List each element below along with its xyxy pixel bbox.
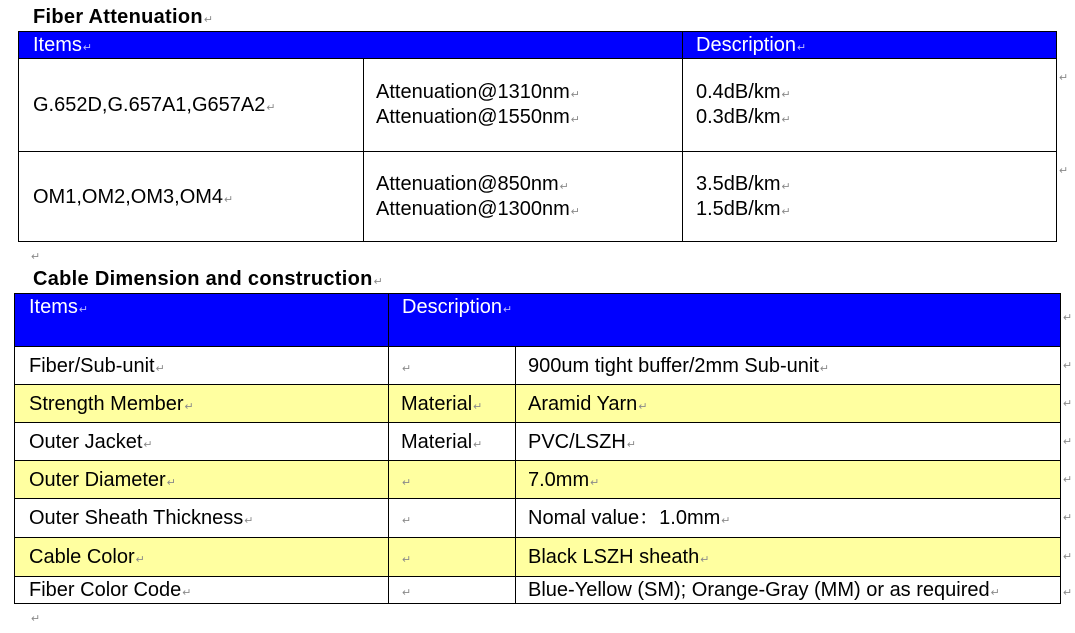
fa-row-2-params [363, 151, 683, 242]
cd-row-7-sub [388, 576, 516, 604]
cd-row-6-item [14, 537, 389, 577]
paragraph-mark-icon [266, 102, 275, 114]
cd-row-3-sub [388, 422, 516, 461]
paragraph-mark-icon [590, 477, 599, 489]
cd-row-2-item-text: Strength Member [29, 393, 184, 415]
paragraph-mark-icon [1059, 71, 1068, 84]
paragraph-mark-icon [1063, 311, 1072, 324]
cd-row-6-value [515, 537, 1061, 577]
cd-row-3-value-text: PVC/LSZH [528, 431, 626, 453]
fa-row-1-value-2: 0.3dB/km [696, 106, 781, 128]
paragraph-mark-icon [83, 42, 92, 54]
paragraph-mark-icon [1063, 435, 1072, 448]
paragraph-mark-icon [781, 89, 790, 101]
fiber-attenuation-title [33, 6, 213, 29]
cd-header-description [388, 293, 1061, 347]
cd-row-4-value-text: 7.0mm [528, 469, 590, 491]
fa-row-2-value-2: 1.5dB/km [696, 198, 781, 220]
fa-row-2-items [18, 151, 364, 242]
paragraph-mark-icon [700, 554, 709, 566]
cd-row-2-item [14, 384, 389, 423]
cd-row-2-sub-text: Material [401, 393, 473, 415]
cd-row-3-item [14, 422, 389, 461]
paragraph-mark-icon [473, 401, 482, 413]
cd-row-4-item [14, 460, 389, 499]
cd-row-5-item-text: Outer Sheath Thickness [29, 507, 244, 529]
cd-row-1-sub [388, 346, 516, 385]
paragraph-mark-icon [781, 114, 790, 126]
cd-row-3-sub-text: Material [401, 431, 473, 453]
paragraph-mark-icon [204, 14, 214, 26]
fa-row-1-values [682, 58, 1057, 152]
paragraph-mark-icon [156, 363, 165, 375]
cd-row-5-value [515, 498, 1061, 538]
cd-row-1-value [515, 346, 1061, 385]
paragraph-mark-icon [402, 363, 411, 375]
fa-row-1-params [363, 58, 683, 152]
fa-header-items [18, 31, 683, 59]
cd-row-1-item [14, 346, 389, 385]
paragraph-mark-icon [571, 206, 580, 218]
fa-header-description [682, 31, 1057, 59]
cd-row-7-value-text: Blue-Yellow (SM); Orange-Gray (MM) or as required [528, 579, 990, 601]
cd-row-3-item-text: Outer Jacket [29, 431, 143, 453]
paragraph-mark-icon [136, 554, 145, 566]
cd-row-7-value [515, 576, 1061, 604]
cd-row-4-value [515, 460, 1061, 499]
cd-row-6-value-text: Black LSZH sheath [528, 546, 700, 568]
fa-row-2-param-2: Attenuation@1300nm [376, 198, 570, 220]
cd-row-6-item-text: Cable Color [29, 546, 135, 568]
cd-row-4-item-text: Outer Diameter [29, 469, 166, 491]
paragraph-mark-icon [31, 612, 40, 625]
paragraph-mark-icon [571, 89, 580, 101]
paragraph-mark-icon [1063, 359, 1072, 372]
paragraph-mark-icon [781, 206, 790, 218]
cd-row-5-item [14, 498, 389, 538]
cd-row-1-value-text: 900um tight buffer/2mm Sub-unit [528, 355, 819, 377]
cd-row-6-sub [388, 537, 516, 577]
paragraph-mark-icon [560, 181, 569, 193]
paragraph-mark-icon [244, 515, 253, 527]
paragraph-mark-icon [991, 587, 1000, 599]
paragraph-mark-icon [781, 181, 790, 193]
paragraph-mark-icon [374, 276, 384, 288]
paragraph-mark-icon [402, 587, 411, 599]
paragraph-mark-icon [182, 587, 191, 599]
fa-row-2-values [682, 151, 1057, 242]
paragraph-mark-icon [797, 42, 806, 54]
paragraph-mark-icon [503, 304, 512, 316]
paragraph-mark-icon [185, 401, 194, 413]
fa-row-2-param-1: Attenuation@850nm [376, 173, 559, 195]
paragraph-mark-icon [402, 477, 411, 489]
paragraph-mark-icon [473, 439, 482, 451]
fa-row-1-value-1: 0.4dB/km [696, 81, 781, 103]
cd-row-7-item-text: Fiber Color Code [29, 579, 182, 601]
fa-header-description-label: Description [696, 34, 797, 56]
fiber-attenuation-title-text: Fiber Attenuation [33, 6, 203, 28]
cd-row-2-value-text: Aramid Yarn [528, 393, 638, 415]
paragraph-mark-icon [627, 439, 636, 451]
paragraph-mark-icon [79, 304, 88, 316]
cd-header-items [14, 293, 389, 347]
cd-row-4-sub [388, 460, 516, 499]
paragraph-mark-icon [638, 401, 647, 413]
paragraph-mark-icon [31, 250, 40, 263]
paragraph-mark-icon [820, 363, 829, 375]
cd-header-items-label: Items [29, 296, 78, 318]
paragraph-mark-icon [1059, 164, 1068, 177]
paragraph-mark-icon [571, 114, 580, 126]
paragraph-mark-icon [167, 477, 176, 489]
cable-dimension-title-text: Cable Dimension and construction [33, 268, 373, 290]
fa-row-1-items-text: G.652D,G.657A1,G657A2 [33, 94, 266, 116]
cd-row-3-value [515, 422, 1061, 461]
fa-header-items-label: Items [33, 34, 82, 56]
paragraph-mark-icon [402, 554, 411, 566]
paragraph-mark-icon [143, 439, 152, 451]
fa-row-1-param-2: Attenuation@1550nm [376, 106, 570, 128]
cd-row-1-item-text: Fiber/Sub-unit [29, 355, 155, 377]
fa-row-1-param-1: Attenuation@1310nm [376, 81, 570, 103]
paragraph-mark-icon [1063, 511, 1072, 524]
cable-dimension-title [33, 268, 383, 291]
cd-header-description-label: Description [402, 296, 503, 318]
cd-row-2-sub [388, 384, 516, 423]
fa-row-2-items-text: OM1,OM2,OM3,OM4 [33, 186, 224, 208]
paragraph-mark-icon [402, 515, 411, 527]
cd-row-2-value [515, 384, 1061, 423]
paragraph-mark-icon [1063, 586, 1072, 599]
paragraph-mark-icon [1063, 473, 1072, 486]
fa-row-2-value-1: 3.5dB/km [696, 173, 781, 195]
paragraph-mark-icon [1063, 397, 1072, 410]
cd-row-5-sub [388, 498, 516, 538]
fa-row-1-items [18, 58, 364, 152]
cd-row-7-item [14, 576, 389, 604]
paragraph-mark-icon [721, 515, 730, 527]
cd-row-5-value-text: Nomal value：1.0mm [528, 507, 721, 529]
paragraph-mark-icon [1063, 550, 1072, 563]
paragraph-mark-icon [224, 194, 233, 206]
